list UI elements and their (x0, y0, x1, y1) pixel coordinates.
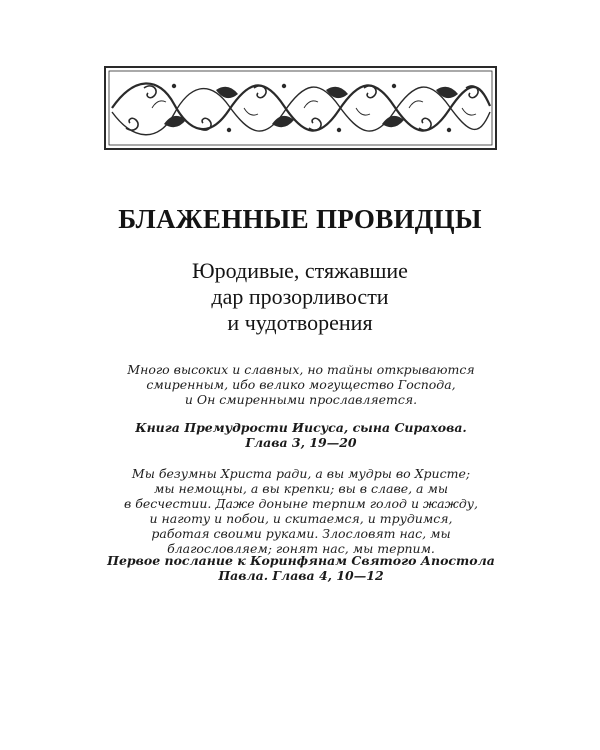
epigraph-line: смиренным, ибо велико могущество Господа, (146, 377, 456, 392)
subtitle-line: Юродивые, стяжавшие (192, 258, 408, 283)
epigraph-line: Мы безумны Христа ради, а вы мудры во Христе; (131, 466, 471, 481)
source-line: Книга Премудрости Иисуса, сына Сирахова. (135, 420, 467, 435)
chapter-subtitle (0, 258, 600, 336)
chapter-title: БЛАЖЕННЫЕ ПРОВИДЦЫ (118, 204, 482, 234)
subtitle-line: и чудотворения (227, 310, 373, 335)
epigraph-line: мы немощны, а вы крепки; вы в славе, а мы (153, 481, 449, 496)
epigraph-source (100, 553, 502, 583)
epigraph-quote (100, 362, 502, 407)
decorative-vine-ornament (104, 66, 497, 150)
source-line: Павла. Глава 4, 10—12 (218, 568, 384, 583)
epigraph-line: благословляем; гонят нас, мы терпим. (167, 541, 435, 556)
epigraph-line: в бесчестии. Даже доныне терпим голод и жажду, (124, 496, 478, 511)
epigraph-line: и наготу и побои, и скитаемся, и трудимся, (149, 511, 453, 526)
epigraph-line: работая своими руками. Злословят нас, мы (151, 526, 451, 541)
epigraph-source (100, 420, 502, 450)
epigraph-quote (100, 466, 502, 556)
source-line: Глава 3, 19—20 (245, 435, 357, 450)
subtitle-line: дар прозорливости (211, 284, 389, 309)
epigraph-line: Много высоких и славных, но тайны открываются (127, 362, 475, 377)
source-line: Первое послание к Коринфянам Святого Апостола (107, 553, 495, 568)
epigraph-line: и Он смиренными прославляется. (184, 392, 418, 407)
